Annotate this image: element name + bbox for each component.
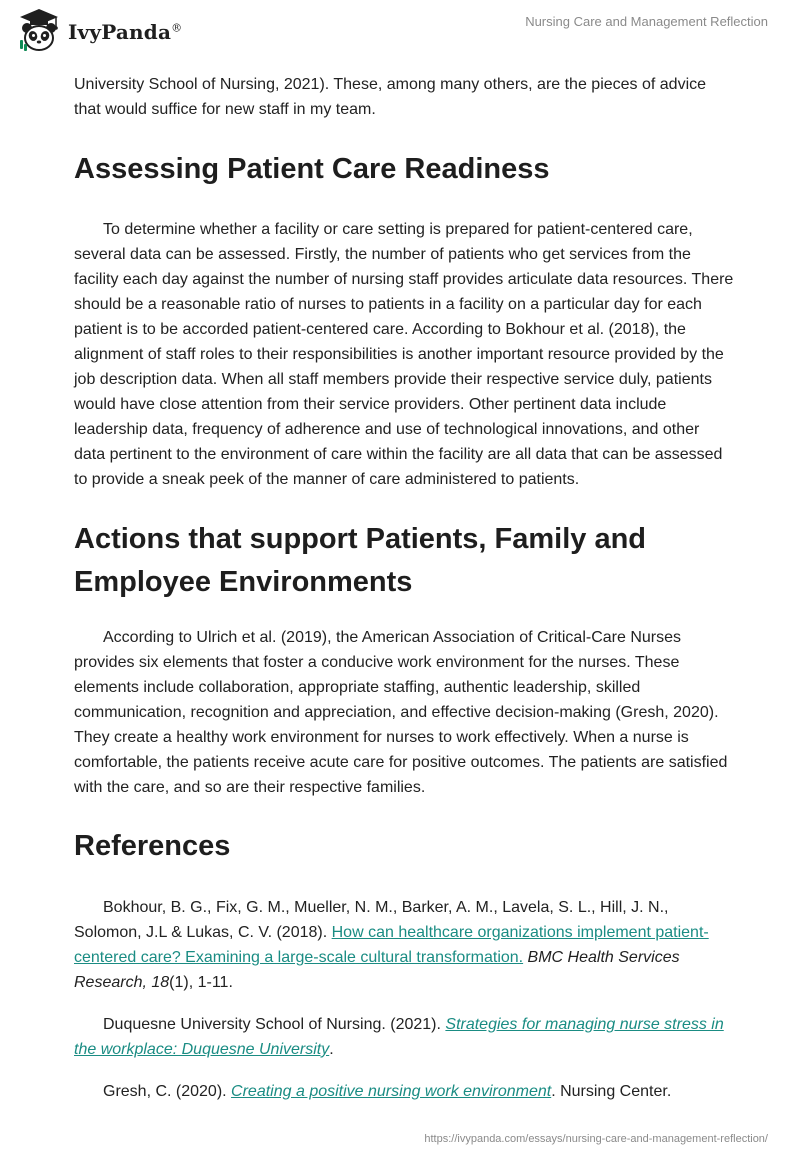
reference-volume: 18 xyxy=(151,974,170,991)
reference-item xyxy=(74,1012,734,1062)
document-title: Nursing Care and Management Reflection xyxy=(525,14,768,29)
panda-logo-icon xyxy=(14,6,64,56)
section-paragraph-assessing: To determine whether a facility or care setting is prepared for patient-centered care, several data can be assessed. Firstly, the number of patients who get services from the facility each day against the number of nursing staff provides articulate data resources. There should be a reasonable ratio of nurses to patients in a facility on a particular day for each patient is to be accorded patient-centered care. According to Bokhour et al. (2018), the alignment of staff roles to their responsibilities is another important resource provided by the job description data. When all staff members provide their respective service duly, patients would have close attention from their service providers. Other pertinent data include leadership data, frequency of adherence and use of technological innovations, and other data pertinent to the environment of care within the facility are all data that can be assessed to provide a sneak peek of the manner of care administered to patients. xyxy=(74,221,734,488)
footer-source-url[interactable]: https://ivypanda.com/essays/nursing-care-and-management-reflection/ xyxy=(424,1133,768,1145)
brand-logo[interactable] xyxy=(14,6,182,56)
reference-item xyxy=(74,895,734,995)
reference-authors: Gresh, C. (2020). xyxy=(103,1083,232,1100)
section-heading-assessing: Assessing Patient Care Readiness xyxy=(74,153,550,185)
references-heading: References xyxy=(74,830,231,862)
article-body xyxy=(74,72,734,1121)
reference-link[interactable]: Strategies for managing nurse stress in the workplace: Duquesne University xyxy=(74,1016,724,1058)
section-paragraph-actions: According to Ulrich et al. (2019), the American Association of Critical-Care Nurses provides six elements that foster a conducive work environment for the nurses. These elements include collaboration, appropriate staffing, authentic leadership, skilled communication, recognition and appreciation, and effective decision-making (Gresh, 2020). They create a healthy work environment for nurses to work effectively. When a nurse is comfortable, the patients receive acute care for positive outcomes. The patients are satisfied with the care, and so are their respective families. xyxy=(74,629,728,796)
brand-name: IvyPanda® xyxy=(68,20,183,44)
reference-tail: . Nursing Center. xyxy=(551,1083,672,1100)
reference-authors: Bokhour, B. G., Fix, G. M., Mueller, N. M., Barker, A. M., Lavela, S. L., Hill, J. N., Solomon, J.L & Lukas, C. V. (2018). xyxy=(74,899,669,941)
reference-link[interactable]: Creating a positive nursing work environment xyxy=(231,1083,552,1100)
reference-tail: . xyxy=(329,1041,334,1058)
intro-paragraph: University School of Nursing, 2021). These, among many others, are the pieces of advice that would suffice for new staff in my team. xyxy=(74,76,707,118)
page-header xyxy=(0,0,800,64)
reference-item xyxy=(74,1079,734,1104)
reference-journal: BMC Health Services Research, xyxy=(74,949,680,991)
reference-link[interactable]: How can healthcare organizations implement patient-centered care? Examining a large-scale cultural transformation. xyxy=(74,924,709,966)
reference-authors: Duquesne University School of Nursing. (2021). xyxy=(103,1016,446,1033)
section-heading-actions: Actions that support Patients, Family and Employee Environments xyxy=(74,523,647,598)
reference-tail: (1), 1-11. xyxy=(169,974,233,991)
